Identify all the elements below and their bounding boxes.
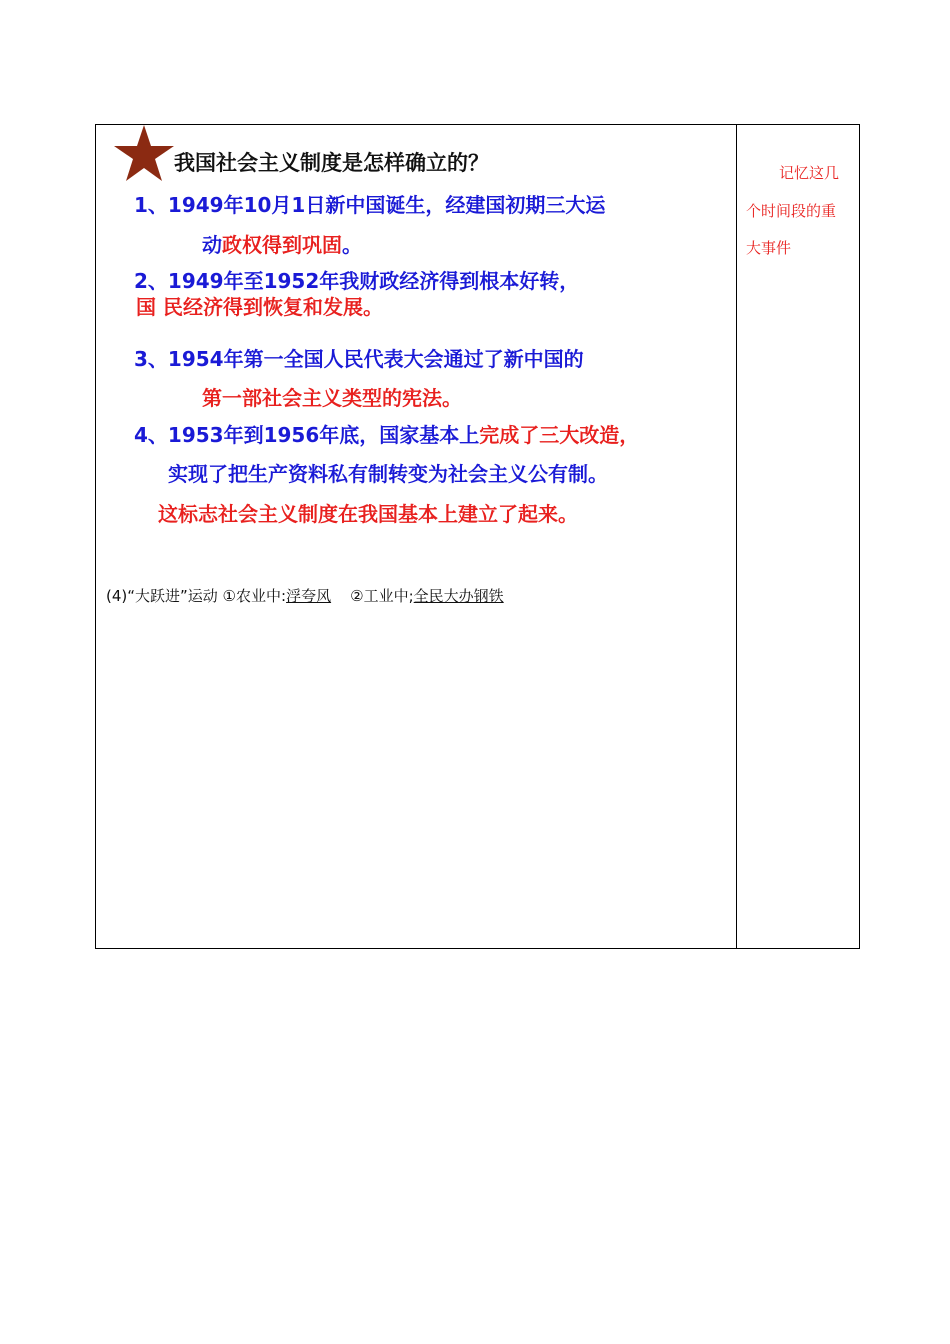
great-leap-note <box>106 585 504 606</box>
star-icon <box>114 125 174 183</box>
side-note-line-3: 大事件 <box>746 239 792 257</box>
item-4-highlight: 完成了三大改造， <box>479 423 640 447</box>
content-table <box>95 124 860 949</box>
heading: 我国社会主义制度是怎样确立的？ <box>174 151 489 175</box>
item-4-line-2: 实现了把生产资料私有制转变为社会主义公有制。 <box>168 462 608 486</box>
note-agriculture: 浮夸风 <box>286 587 332 605</box>
item-4-line-1 <box>134 419 639 448</box>
item-1-highlight: 政权得到巩固 <box>222 233 342 257</box>
note-mid: ②工业中; <box>350 587 414 605</box>
item-1-line-1: 1、1949年10月1日新中国诞生，经建国初期三大运 <box>134 193 606 217</box>
side-note-line-1: 记忆这几 <box>779 164 840 182</box>
note-prefix: (4)“大跃进”运动 ①农业中: <box>106 587 287 605</box>
column-divider <box>736 125 737 948</box>
item-3-line-2: 第一部社会主义类型的宪法。 <box>202 386 462 410</box>
item-4-conclusion: 这标志社会主义制度在我国基本上建立了起来。 <box>158 502 578 526</box>
item-4-text: 4、1953年到1956年底，国家基本上 <box>134 423 480 447</box>
item-2-line-1: 2、1949年至1952年我财政经济得到根本好转， <box>134 269 580 293</box>
item-1-end: 。 <box>342 233 362 257</box>
side-note-line-2: 个时间段的重 <box>746 202 837 220</box>
item-1-text: 动 <box>202 233 222 257</box>
item-1-line-2 <box>202 229 362 258</box>
item-3-line-1: 3、1954年第一全国人民代表大会通过了新中国的 <box>134 347 584 371</box>
note-industry: 全民大办钢铁 <box>413 587 504 605</box>
item-2-line-2: 国 民经济得到恢复和发展。 <box>136 295 383 319</box>
